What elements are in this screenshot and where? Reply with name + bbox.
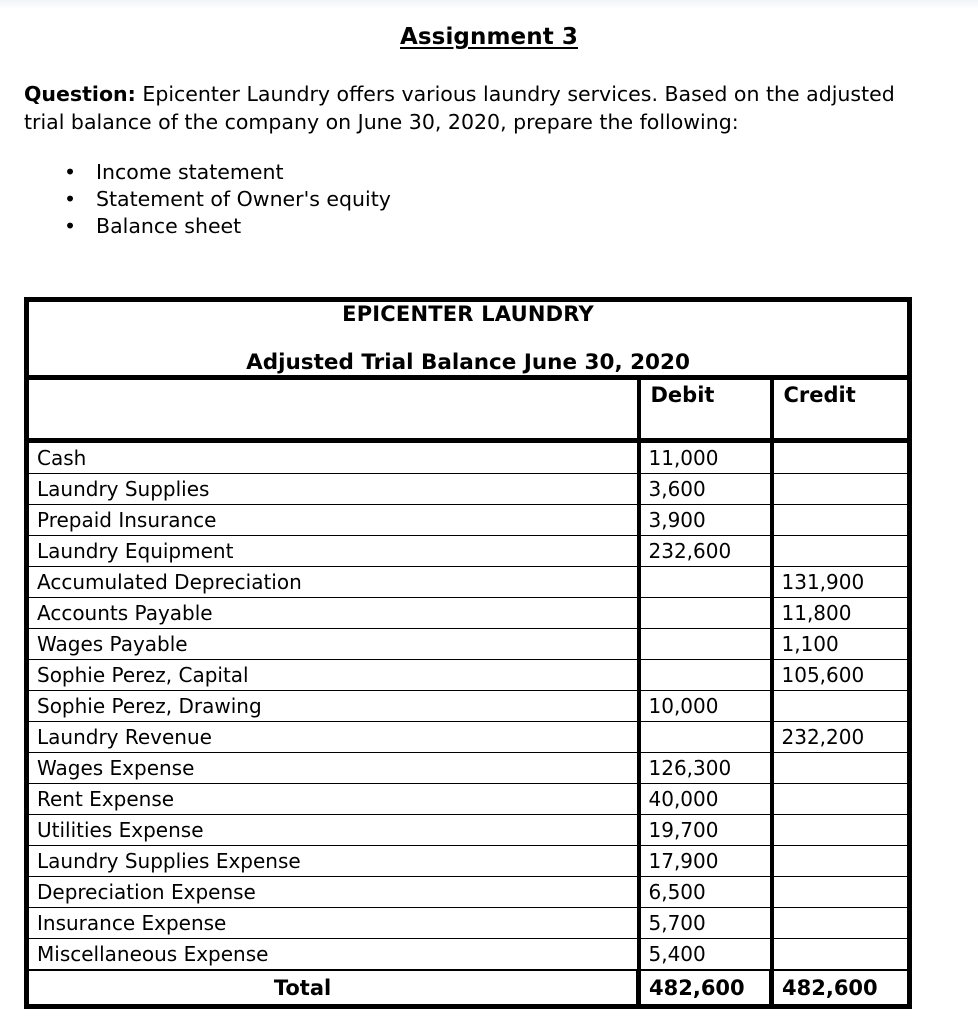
table-row (27, 722, 910, 753)
account-name: Wages Expense (27, 753, 639, 784)
account-name: Insurance Expense (27, 908, 639, 939)
table-row (27, 629, 910, 660)
debit-amount: 232,600 (639, 536, 772, 567)
table-header-row (27, 378, 910, 441)
debit-amount: 5,400 (639, 939, 772, 971)
table-title-cell (27, 300, 910, 378)
account-name: Depreciation Expense (27, 877, 639, 908)
deliverables-list (0, 159, 978, 241)
table-row (27, 441, 910, 474)
debit-amount: 40,000 (639, 784, 772, 815)
account-name: Utilities Expense (27, 815, 639, 846)
account-name: Prepaid Insurance (27, 505, 639, 536)
credit-amount (772, 846, 910, 877)
account-name: Accounts Payable (27, 598, 639, 629)
list-item (0, 186, 978, 213)
table-row (27, 846, 910, 877)
debit-amount: 17,900 (639, 846, 772, 877)
credit-amount (772, 441, 910, 474)
credit-amount (772, 815, 910, 846)
list-item-label: Income statement (96, 159, 284, 184)
company-name: EPICENTER LAUNDRY (342, 302, 594, 326)
account-name: Rent Expense (27, 784, 639, 815)
debit-amount: 5,700 (639, 908, 772, 939)
credit-amount: 105,600 (772, 660, 910, 691)
table-row (27, 784, 910, 815)
total-credit-amount: 482,600 (772, 970, 910, 1007)
debit-amount: 6,500 (639, 877, 772, 908)
account-name: Laundry Supplies Expense (27, 846, 639, 877)
debit-amount: 3,900 (639, 505, 772, 536)
account-name: Laundry Supplies (27, 474, 639, 505)
table-total-row (27, 970, 910, 1007)
table-row (27, 877, 910, 908)
table-row (27, 939, 910, 971)
column-header-description (27, 378, 639, 441)
credit-amount: 232,200 (772, 722, 910, 753)
table-row (27, 691, 910, 722)
account-name: Sophie Perez, Capital (27, 660, 639, 691)
debit-amount (639, 722, 772, 753)
credit-amount (772, 505, 910, 536)
account-name: Miscellaneous Expense (27, 939, 639, 971)
debit-amount: 10,000 (639, 691, 772, 722)
credit-amount: 131,900 (772, 567, 910, 598)
table-row (27, 567, 910, 598)
page-title: Assignment 3 (399, 24, 579, 50)
bullet-icon: • (64, 159, 77, 184)
credit-amount: 1,100 (772, 629, 910, 660)
account-name: Wages Payable (27, 629, 639, 660)
credit-amount (772, 908, 910, 939)
table-row (27, 474, 910, 505)
debit-amount (639, 629, 772, 660)
credit-amount (772, 939, 910, 971)
list-item (0, 159, 978, 186)
credit-amount (772, 536, 910, 567)
total-label: Total (27, 970, 639, 1007)
credit-amount (772, 877, 910, 908)
total-debit-amount: 482,600 (639, 970, 772, 1007)
bullet-icon: • (64, 186, 77, 211)
account-name: Cash (27, 441, 639, 474)
question-text: Epicenter Laundry offers various laundry services. Based on the adjusted trial balance of the company on June 30, 2020, prepare the following: (24, 82, 895, 135)
debit-amount: 3,600 (639, 474, 772, 505)
table-row (27, 908, 910, 939)
debit-amount (639, 567, 772, 598)
table-row (27, 536, 910, 567)
credit-amount (772, 753, 910, 784)
list-item (0, 213, 978, 240)
debit-amount: 126,300 (639, 753, 772, 784)
trial-balance-table-wrapper (24, 297, 912, 1009)
credit-amount (772, 784, 910, 815)
question-label: Question: (24, 82, 136, 106)
table-row (27, 598, 910, 629)
table-row (27, 753, 910, 784)
table-row (27, 660, 910, 691)
credit-amount (772, 474, 910, 505)
trial-balance-table (24, 297, 912, 1009)
table-title-row (27, 300, 910, 378)
debit-amount: 11,000 (639, 441, 772, 474)
account-name: Laundry Revenue (27, 722, 639, 753)
debit-amount (639, 598, 772, 629)
account-name: Sophie Perez, Drawing (27, 691, 639, 722)
question-paragraph (0, 50, 978, 137)
table-row (27, 815, 910, 846)
list-item-label: Statement of Owner's equity (96, 186, 391, 211)
debit-amount (639, 660, 772, 691)
column-header-credit: Credit (772, 378, 910, 441)
credit-amount (772, 691, 910, 722)
list-item-label: Balance sheet (96, 214, 242, 239)
account-name: Laundry Equipment (27, 536, 639, 567)
statement-subtitle: Adjusted Trial Balance June 30, 2020 (246, 350, 690, 375)
account-name: Accumulated Depreciation (27, 567, 639, 598)
credit-amount: 11,800 (772, 598, 910, 629)
table-row (27, 505, 910, 536)
debit-amount: 19,700 (639, 815, 772, 846)
column-header-debit: Debit (639, 378, 772, 441)
bullet-icon: • (64, 214, 77, 239)
